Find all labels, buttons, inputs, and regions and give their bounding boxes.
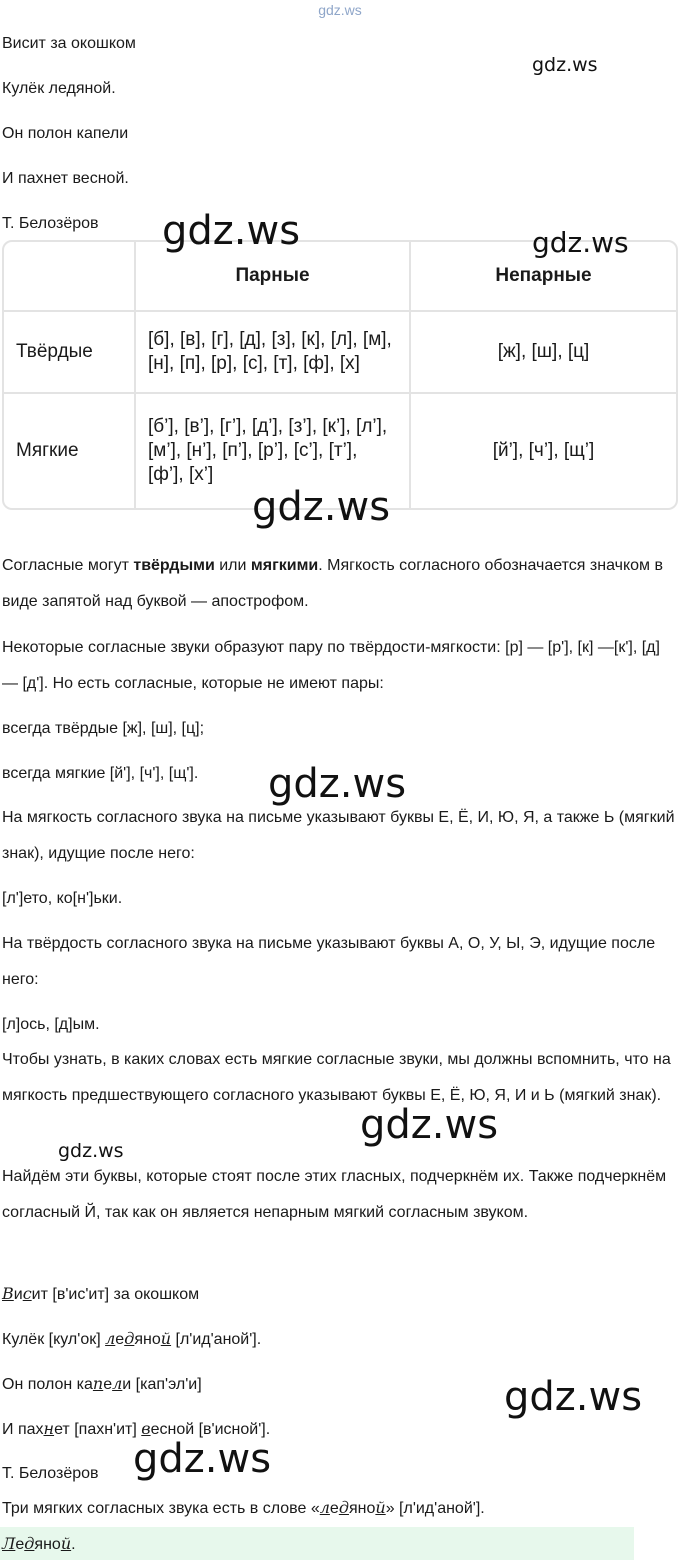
text-span: есной [в'исной'].: [150, 1421, 271, 1438]
table-header-unpaired: Непарные: [411, 242, 676, 312]
marked-letter: с: [22, 1284, 32, 1303]
watermark: gdz.ws: [504, 1374, 643, 1420]
marked-letter: в: [141, 1419, 151, 1438]
bold-term-hard: твёрдыми: [133, 557, 215, 574]
row-label-hard: Твёрдые: [4, 312, 136, 394]
text-span: ит [в'ис'ит] за окошком: [31, 1286, 200, 1303]
marked-letter: й: [60, 1534, 72, 1553]
text-span: или: [214, 557, 251, 574]
marked-letter: й: [375, 1498, 386, 1517]
marked-letter: л: [319, 1498, 330, 1517]
text-span: [л'ид'аной'].: [171, 1331, 262, 1348]
text-span: Кулёк [кул'ок]: [2, 1331, 106, 1348]
bold-term-soft: мягкими: [250, 557, 319, 574]
watermark: gdz.ws: [162, 208, 301, 254]
text-span: яно: [34, 1536, 61, 1553]
analysis-line-3: [2, 1373, 202, 1396]
watermark: gdz.ws: [360, 1102, 499, 1148]
answer-box: [0, 1527, 634, 1560]
text-span: » [л'ид'аной'].: [385, 1500, 485, 1517]
theory-paragraph-6: [л']ето, ко[н']ьки.: [2, 890, 123, 907]
theory-paragraph-10: Найдём эти буквы, которые стоят после этих гласных, подчеркнём их. Также подчеркнём согласный Й, так как он является непарным мягкий согласным звуком.: [2, 1168, 667, 1221]
theory-paragraph-5: На мягкость согласного звука на письме указывают буквы Е, Ё, И, Ю, Я, а также Ь (мягкий знак), идущие после него:: [2, 809, 675, 862]
theory-paragraph-3: всегда твёрдые [ж], [ш], [ц];: [2, 720, 205, 737]
text-span: . Мягкость согласного обозначается значком в виде запятой над буквой — апострофом.: [2, 557, 663, 610]
table-row: [4, 312, 676, 394]
text-span: Он полон ка: [2, 1376, 93, 1393]
theory-paragraph-9: Чтобы узнать, в каких словах есть мягкие согласные звуки, мы должны вспомнить, что на мягкость предшествующего согласного указывают буквы Е, Ё, Ю, Я, И и Ь (мягкий знак).: [2, 1051, 671, 1104]
text-span: И пах: [2, 1421, 44, 1438]
theory-paragraph-2: Некоторые согласные звуки образуют пару по твёрдости-мягкости: [р] — [р'], [к] —[к'], [д] — [д']. Но есть согласные, которые не имеют пары:: [2, 639, 660, 692]
theory-paragraph-7: На твёрдость согласного звука на письме указывают буквы А, О, У, Ы, Э, идущие после него:: [2, 935, 656, 988]
top-watermark: gdz.ws: [318, 2, 362, 18]
table-header-empty: [4, 242, 136, 312]
table-header-paired: Парные: [136, 242, 411, 312]
text-span: Три мягких согласных звука есть в слове «: [2, 1500, 320, 1517]
theory-paragraph-4: всегда мягкие [й'], [ч'], [щ'].: [2, 765, 199, 782]
text-span: .: [71, 1536, 76, 1553]
text-span: ет [пахн'ит]: [54, 1421, 142, 1438]
soft-unpaired-cell: [й’], [ч’], [щ’]: [492, 440, 595, 462]
analysis-author: Т. Белозёров: [2, 1465, 99, 1482]
theory-paragraph-8: [л]ось, [д]ым.: [2, 1016, 100, 1033]
watermark: gdz.ws: [268, 761, 407, 807]
marked-letter: Л: [2, 1534, 16, 1553]
watermark: gdz.ws: [133, 1436, 272, 1482]
poem-line-4: И пахнет весной.: [2, 170, 129, 187]
marked-letter: н: [43, 1419, 55, 1438]
marked-letter: л: [105, 1329, 116, 1348]
text-span: и [кап'эл'и]: [122, 1376, 202, 1393]
watermark: gdz.ws: [532, 54, 598, 76]
watermark: gdz.ws: [532, 226, 629, 259]
text-span: е: [115, 1331, 125, 1348]
consonants-table: [2, 240, 678, 510]
marked-letter: В: [2, 1284, 14, 1303]
text-span: е: [103, 1376, 113, 1393]
marked-letter: й: [160, 1329, 172, 1348]
text-span: яно: [348, 1500, 376, 1517]
soft-paired-cell: [б’], [в’], [г’], [д’], [з’], [к’], [л’], [м’], [н’], [п’], [р’], [с’], [т’], [ф’], [х’]: [136, 394, 411, 508]
theory-paragraph-1: [2, 548, 678, 620]
hard-unpaired-cell: [ж], [ш], [ц]: [411, 312, 676, 394]
hard-paired-cell: [б], [в], [г], [д], [з], [к], [л], [м], [н], [п], [р], [с], [т], [ф], [х]: [136, 312, 411, 394]
watermark: gdz.ws: [58, 1140, 124, 1162]
text-span: е: [329, 1500, 339, 1517]
poem-line-3: Он полон капели: [2, 125, 129, 142]
watermark: gdz.ws: [252, 484, 391, 530]
text-span: е: [15, 1536, 25, 1553]
analysis-line-1: [2, 1283, 199, 1306]
text-span: Согласные могут: [2, 557, 134, 574]
text-span: яно: [134, 1331, 161, 1348]
marked-letter: п: [92, 1374, 104, 1393]
row-label-soft: Мягкие: [4, 394, 136, 508]
poem-line-2: Кулёк ледяной.: [2, 80, 116, 97]
analysis-line-2: [2, 1328, 261, 1351]
marked-letter: д: [338, 1498, 349, 1517]
marked-letter: л: [112, 1374, 123, 1393]
marked-letter: д: [124, 1329, 135, 1348]
text-span: и: [13, 1286, 23, 1303]
poem-line-1: Висит за окошком: [2, 35, 136, 52]
poem-author: Т. Белозёров: [2, 215, 99, 232]
conclusion: [2, 1497, 485, 1520]
marked-letter: д: [24, 1534, 35, 1553]
